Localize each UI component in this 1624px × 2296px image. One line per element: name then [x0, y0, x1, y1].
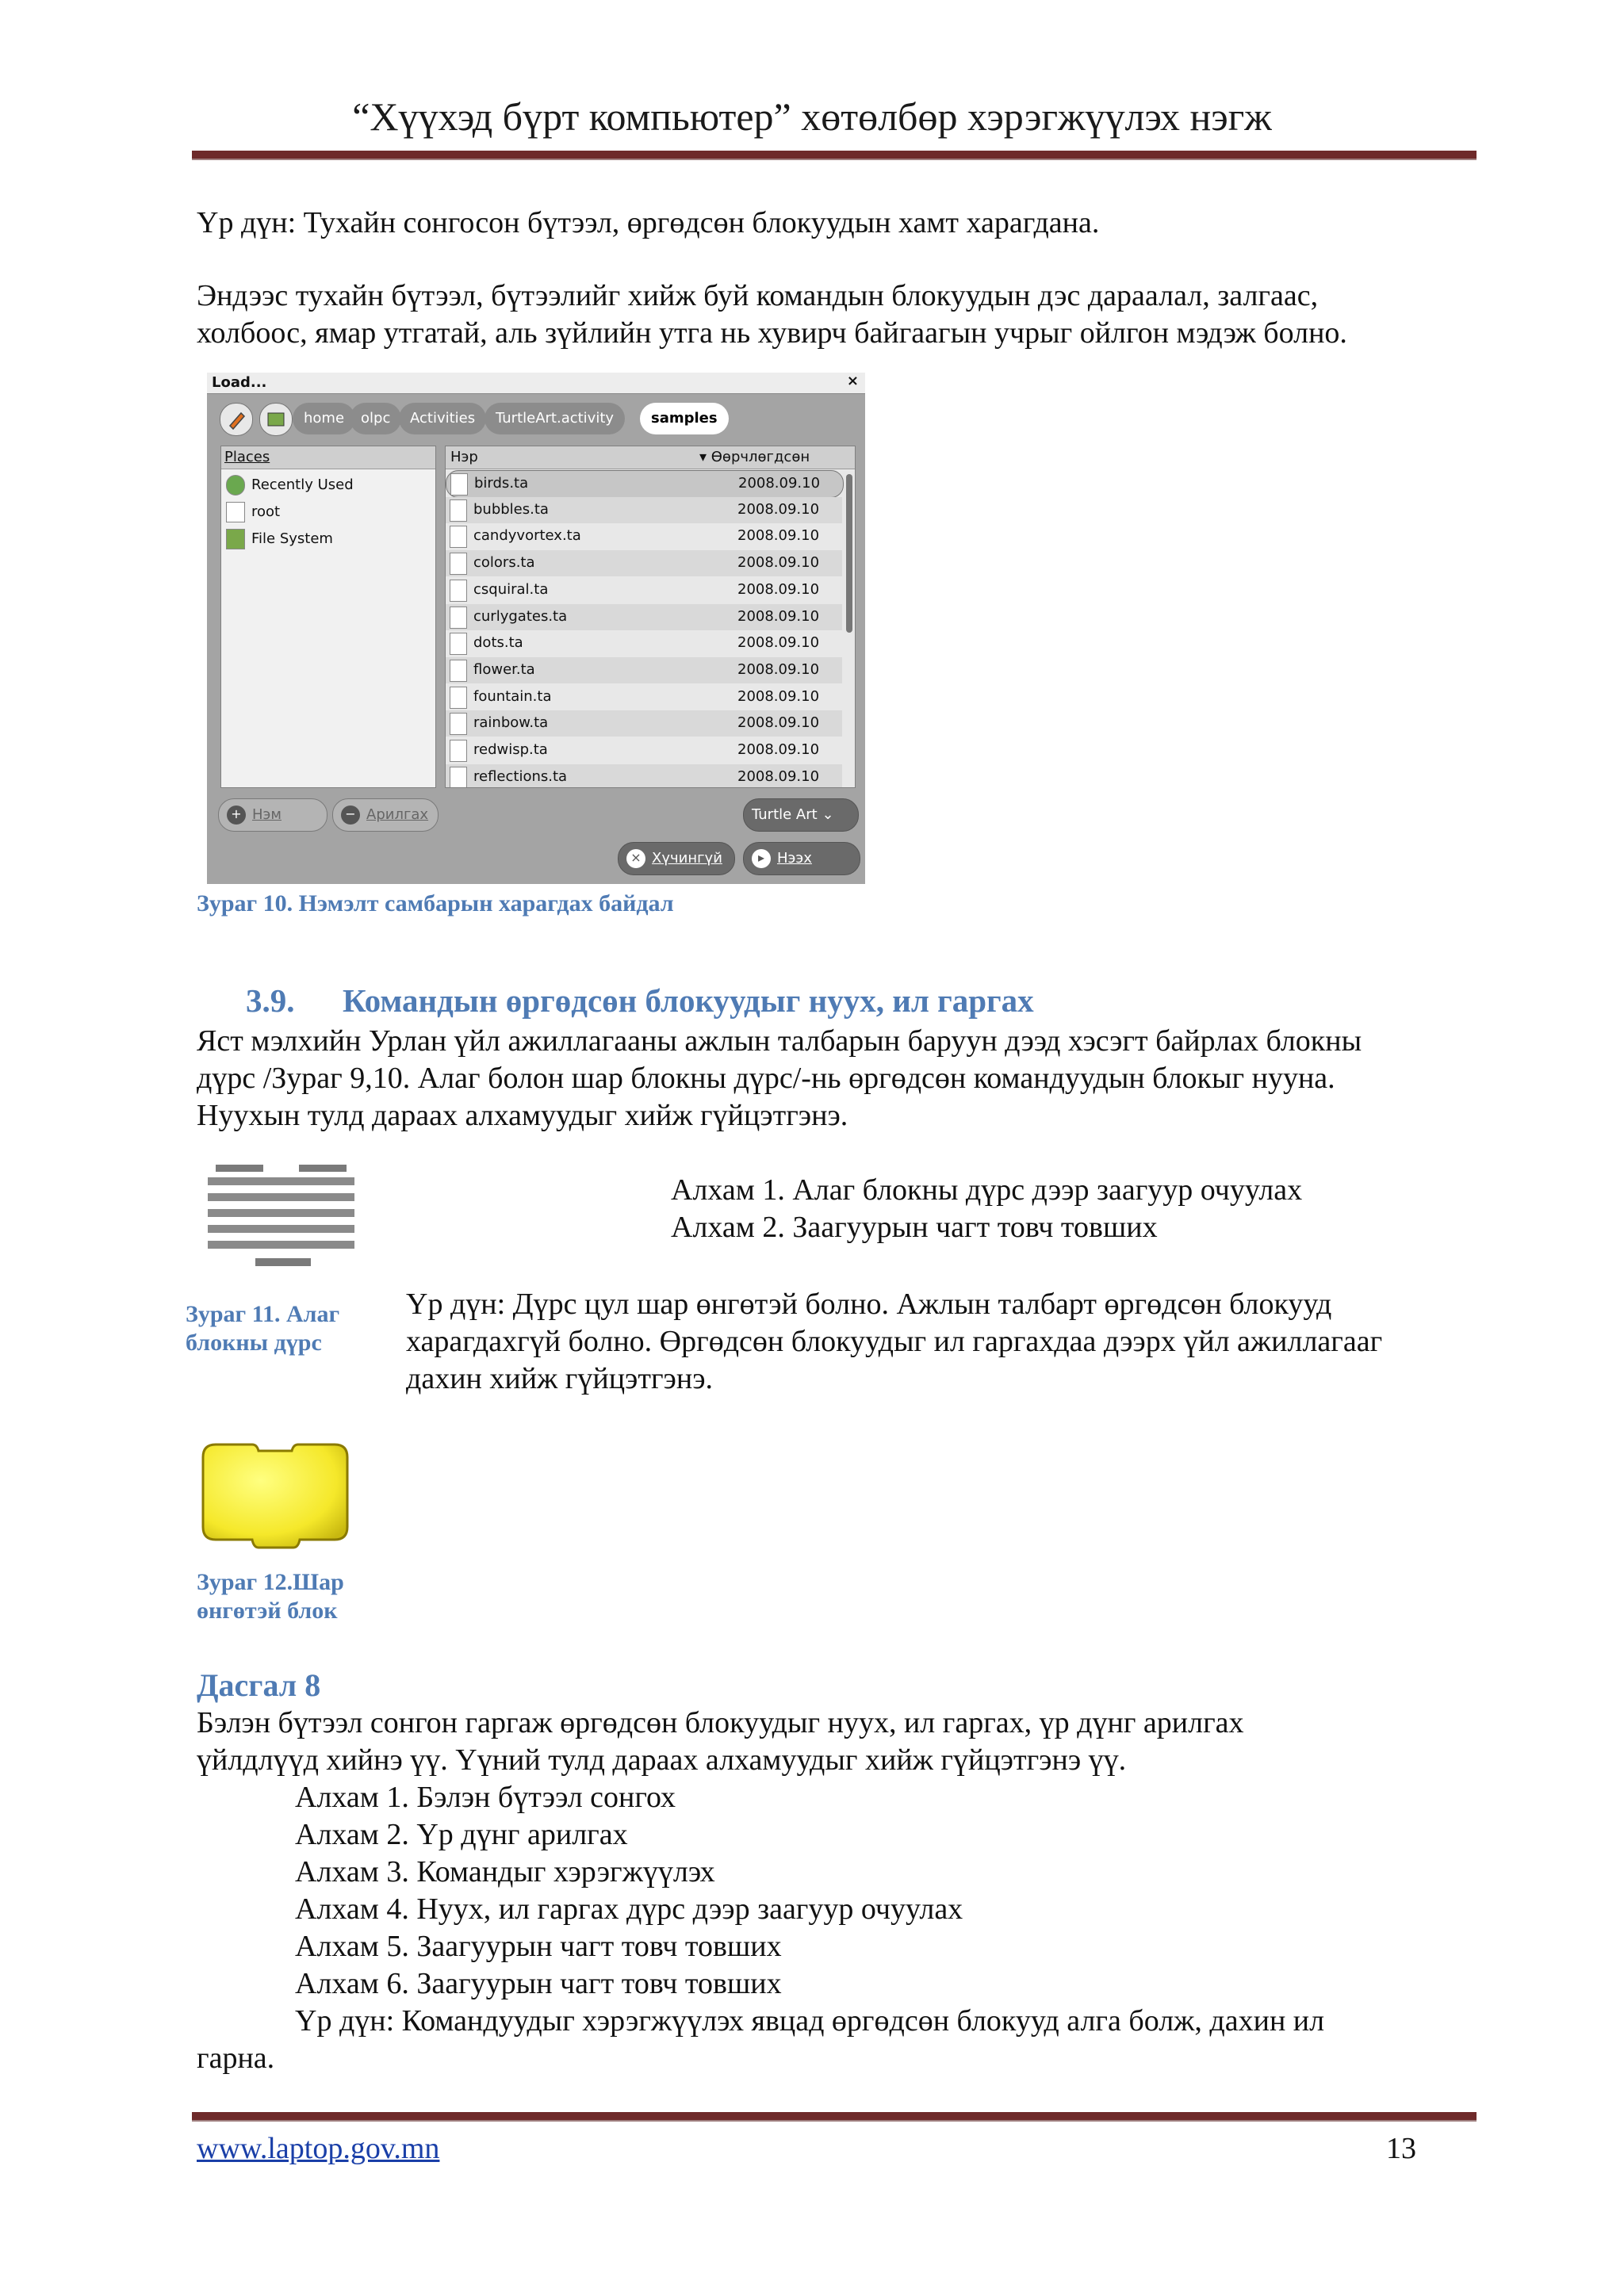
file-list-header: [446, 446, 855, 469]
home-folder-icon[interactable]: [259, 403, 293, 436]
file-name: curlygates.ta: [473, 607, 568, 625]
file-icon: [450, 499, 467, 522]
file-list-scrollbar[interactable]: [846, 468, 852, 785]
footer-rule: [192, 2112, 1477, 2122]
close-icon[interactable]: ×: [846, 373, 859, 389]
exercise-step-1: Алхам 1. Бэлэн бүтээл сонгох: [295, 1781, 676, 1814]
file-icon: [450, 740, 467, 762]
file-name: colors.ta: [473, 554, 535, 572]
file-row[interactable]: [446, 523, 842, 549]
page-number: 13: [1386, 2132, 1416, 2165]
file-row[interactable]: [446, 470, 844, 498]
load-dialog-screenshot: [207, 373, 865, 884]
breadcrumb-activities[interactable]: Activities: [399, 403, 486, 434]
file-name: redwisp.ta: [473, 741, 548, 758]
plus-icon: +: [227, 806, 246, 825]
figure-12-caption-line-2: өнгөтэй блок: [197, 1598, 338, 1624]
file-row[interactable]: [446, 630, 842, 656]
file-date: 2008.09.10: [737, 634, 820, 652]
exercise-step-3: Алхам 3. Командыг хэрэгжүүлэх: [295, 1855, 715, 1888]
page-header-title: “Хүүхэд бүрт компьютер” хөтөлбөр хэрэгжүүлэх нэгж: [352, 94, 1272, 139]
file-row[interactable]: [446, 657, 842, 683]
section-line-2: дүрс /Зураг 9,10. Алаг болон шар блокны дүрс/-нь өргөдсөн командуудын блокыг нууна.: [197, 1062, 1335, 1095]
breadcrumb-home[interactable]: home: [293, 403, 355, 434]
file-list: [445, 446, 856, 788]
file-date: 2008.09.10: [737, 527, 820, 545]
scrollbar-thumb[interactable]: [846, 474, 852, 633]
file-name: birds.ta: [474, 475, 529, 492]
breadcrumb-samples[interactable]: samples: [640, 403, 729, 434]
step-2: Алхам 2. Заагуурын чагт товч товших: [671, 1211, 1158, 1244]
breadcrumb-olpc[interactable]: olpc: [350, 403, 401, 434]
breadcrumb-turtleart-activity[interactable]: TurtleArt.activity: [485, 403, 625, 434]
file-row[interactable]: [446, 684, 842, 710]
result-line-1: Үр дүн: Дүрс цул шар өнгөтэй болно. Ажлын талбарт өргөдсөн блокууд: [406, 1288, 1332, 1321]
figure-11-caption-line-2: блокны дүрс: [186, 1330, 322, 1356]
file-icon: [450, 767, 467, 788]
result-line-3: дахин хийж гүйцэтгэнэ.: [406, 1362, 714, 1395]
section-number: 3.9.: [246, 982, 295, 1019]
file-icon: [450, 473, 468, 496]
add-place-button[interactable]: + Нэм: [218, 798, 327, 832]
file-icon: [450, 526, 467, 548]
chevron-down-icon: ⌄: [822, 806, 834, 823]
file-row[interactable]: [446, 710, 842, 737]
open-icon: ▸: [752, 849, 771, 868]
header-rule: [192, 151, 1477, 160]
result-line-2: харагдахгүй болно. Өргөдсөн блокуудыг ил гаргахдаа дээрх үйл ажиллагааг: [406, 1325, 1383, 1358]
file-name: dots.ta: [473, 634, 523, 652]
file-icon: [450, 607, 467, 629]
drive-icon: [226, 529, 245, 549]
yellow-block-icon: [197, 1433, 354, 1552]
file-name: fountain.ta: [473, 687, 552, 705]
column-date-header[interactable]: ▾ Өөрчлөгдсөн: [699, 449, 810, 465]
file-row[interactable]: [446, 577, 842, 603]
step-1: Алхам 1. Алаг блокны дүрс дээр заагуур очуулах: [671, 1173, 1303, 1207]
file-date: 2008.09.10: [737, 554, 820, 572]
file-date: 2008.09.10: [737, 767, 820, 785]
dialog-titlebar: [207, 373, 865, 394]
places-panel: [220, 446, 436, 788]
file-date: 2008.09.10: [737, 714, 820, 732]
file-icon: [450, 687, 467, 709]
exercise-line-2: үйлдлүүд хийнэ үү. Үүний тулд дараах алхамуудыг хийж гүйцэтгэнэ үү.: [197, 1743, 1127, 1777]
minus-icon: −: [341, 806, 360, 825]
file-name: flower.ta: [473, 660, 535, 678]
cancel-button[interactable]: × Хүчингүй: [618, 842, 735, 875]
exercise-step-5: Алхам 5. Заагуурын чагт товч товших: [295, 1930, 782, 1963]
folder-icon: [226, 502, 245, 522]
file-row[interactable]: [446, 604, 842, 630]
place-recently-used[interactable]: Recently Used: [226, 473, 354, 497]
place-root[interactable]: root: [226, 500, 280, 524]
section-line-3: Нуухын тулд дараах алхамуудыг хийж гүйцэтгэнэ.: [197, 1099, 848, 1132]
exercise-title: Дасгал 8: [197, 1667, 321, 1703]
file-date: 2008.09.10: [737, 580, 820, 598]
file-date: 2008.09.10: [737, 607, 820, 625]
exercise-step-6: Алхам 6. Заагуурын чагт товч товших: [295, 1967, 782, 2000]
section-title: Командын өргөдсөн блокуудыг нуух, ил гаргах: [343, 982, 1034, 1019]
figure-11-caption-line-1: Зураг 11. Алаг: [186, 1301, 340, 1327]
file-row[interactable]: [446, 737, 842, 763]
file-name: rainbow.ta: [473, 714, 549, 732]
recent-icon: [226, 475, 245, 496]
places-header: Places: [221, 446, 435, 469]
result-paragraph: Үр дүн: Тухайн сонгосон бүтээл, өргөдсөн блокуудын хамт харагдана.: [197, 206, 1100, 239]
cancel-icon: ×: [626, 849, 645, 868]
file-row[interactable]: [446, 497, 842, 523]
file-name: reflections.ta: [473, 767, 568, 785]
explanation-line-1: Эндээс тухайн бүтээл, бүтээлийг хийж буй командын блокуудын дэс дараалал, залгаас,: [197, 279, 1319, 312]
file-name: candyvortex.ta: [473, 527, 581, 545]
figure-10-caption: Зураг 10. Нэмэлт самбарын харагдах байдал: [197, 890, 674, 916]
exercise-step-4: Алхам 4. Нуух, ил гаргах дүрс дээр заагуур очуулах: [295, 1892, 963, 1926]
file-icon: [450, 660, 467, 682]
file-date: 2008.09.10: [737, 741, 820, 758]
striped-block-icon: [208, 1161, 354, 1272]
file-name: csquiral.ta: [473, 580, 549, 598]
exercise-line-1: Бэлэн бүтээл сонгон гаргаж өргөдсөн блокуудыг нуух, ил гаргах, үр дүнг арилгах: [197, 1706, 1244, 1739]
dialog-title: Load...: [212, 374, 267, 391]
file-date: 2008.09.10: [737, 687, 820, 705]
open-button[interactable]: ▸ Нээх: [743, 842, 860, 875]
place-file-system[interactable]: File System: [226, 527, 333, 551]
file-row[interactable]: [446, 764, 842, 788]
figure-12-caption-line-1: Зураг 12.Шар: [197, 1569, 344, 1595]
file-date: 2008.09.10: [738, 475, 821, 492]
exercise-step-2: Алхам 2. Үр дүнг арилгах: [295, 1818, 628, 1851]
file-icon: [450, 713, 467, 735]
column-name-header[interactable]: Нэр: [450, 449, 478, 465]
file-icon: [450, 633, 467, 655]
explanation-line-2: холбоос, ямар утгатай, аль зүйлийн утга нь хувирч байгаагын учрыг ойлгон мэдэж болно.: [197, 316, 1347, 350]
file-row[interactable]: [446, 550, 842, 576]
file-icon: [450, 553, 467, 575]
exercise-result-line-2: гарна.: [197, 2042, 275, 2075]
remove-place-button[interactable]: − Арилгах: [332, 798, 439, 832]
section-line-1: Яст мэлхийн Урлан үйл ажиллагааны ажлын талбарын баруун дээд хэсэгт байрлах блокны: [197, 1024, 1362, 1058]
file-name: bubbles.ta: [473, 500, 549, 518]
file-icon: [450, 580, 467, 602]
file-type-filter[interactable]: Turtle Art ⌄: [743, 798, 859, 832]
file-date: 2008.09.10: [737, 500, 820, 518]
exercise-result-line-1: Үр дүн: Командуудыг хэрэгжүүлэх явцад өргөдсөн блокууд алга болж, дахин ил: [295, 2004, 1325, 2038]
footer-website-link[interactable]: www.laptop.gov.mn: [197, 2132, 440, 2165]
file-date: 2008.09.10: [737, 660, 820, 678]
edit-icon[interactable]: [220, 403, 253, 436]
